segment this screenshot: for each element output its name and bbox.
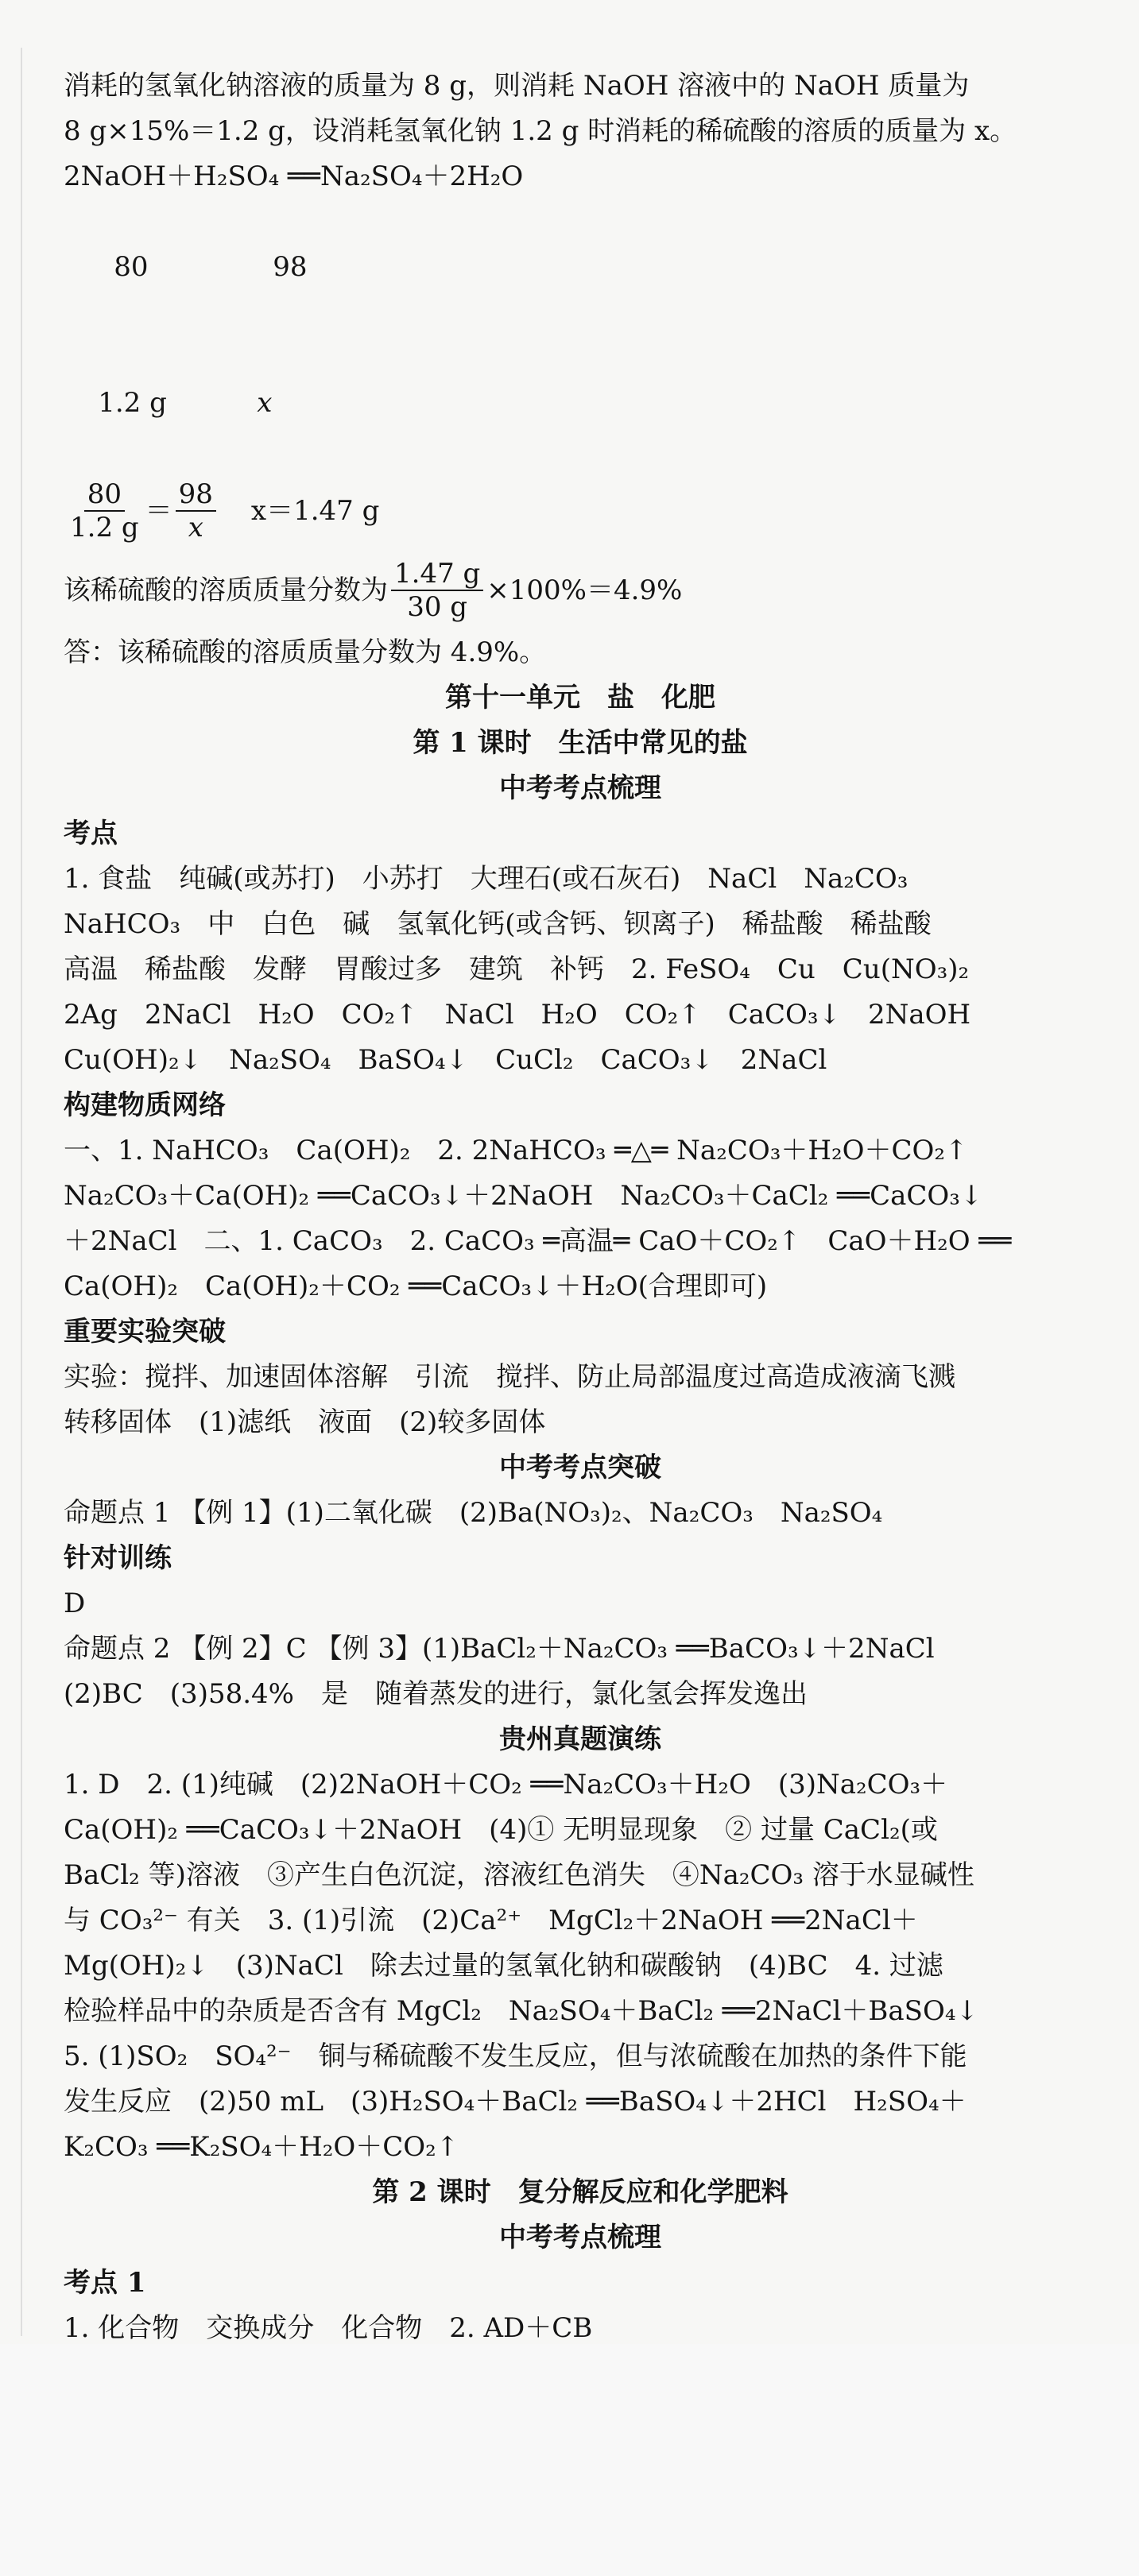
text-line: 1. 化合物 交换成分 化合物 2. AD＋CB (64, 2312, 593, 2344)
percentage-prefix: 该稀硫酸的溶质质量分数为 (64, 574, 388, 606)
text-line: 命题点 1 【例 1】(1)二氧化碳 (2)Ba(NO₃)₂、Na₂CO₃ Na₂SO₄ (64, 1497, 883, 1529)
percentage-suffix: ×100%＝4.9% (486, 574, 683, 606)
mass-value: 98 (273, 251, 308, 283)
text-line: Cu(OH)₂↓ Na₂SO₄ BaSO₄↓ CuCl₂ CaCO₃↓ 2NaCl (64, 1044, 827, 1076)
section-title: 中考考点突破 (499, 1452, 661, 1483)
numerator: 80 (84, 478, 125, 512)
text-line: Ca(OH)₂ Ca(OH)₂＋CO₂ ══CaCO₃↓＋H₂O(合理即可) (64, 1271, 768, 1302)
fraction (67, 478, 142, 543)
text-line: 命题点 2 【例 2】C 【例 3】(1)BaCl₂＋Na₂CO₃ ══BaCO₃↓＋2NaCl (64, 1633, 935, 1665)
fraction (176, 478, 216, 543)
answer-line: 答：该稀硫酸的溶质质量分数为 4.9%。 (64, 636, 547, 668)
text-line: ＋2NaCl 二、1. CaCO₃ 2. CaCO₃ ═高温═ CaO＋CO₂↑ CaO＋H₂O ══ (64, 1225, 1012, 1257)
text-line: 2Ag 2NaCl H₂O CO₂↑ NaCl H₂O CO₂↑ CaCO₃↓ 2NaOH (64, 999, 971, 1031)
mass-row (64, 199, 1097, 335)
section-title: 中考考点梳理 (499, 772, 661, 804)
text-line: 检验样品中的杂质是否含有 MgCl₂ Na₂SO₄＋BaCl₂ ══2NaCl＋BaSO₄↓ (64, 1995, 978, 2027)
text-line: 消耗的氢氧化钠溶液的质量为 8 g，则消耗 NaOH 溶液中的 NaOH 质量为 (64, 70, 970, 102)
text-line: 5. (1)SO₂ SO₄²⁻ 铜与稀硫酸不发生反应，但与浓硫酸在加热的条件下能 (64, 2040, 967, 2072)
page-margin-line (21, 48, 22, 2336)
text-line: Na₂CO₃＋Ca(OH)₂ ══CaCO₃↓＋2NaOH Na₂CO₃＋CaCl₂ ══CaCO₃↓ (64, 1180, 983, 1212)
subsection-title: 考点 (64, 818, 118, 849)
denominator: 1.2 g (70, 512, 139, 543)
blank-area (0, 2344, 1139, 2576)
text-line: 8 g×15%＝1.2 g，设消耗氢氧化钠 1.2 g 时消耗的稀硫酸的溶质的质量为 x。 (64, 115, 1017, 147)
ratio-line (64, 471, 1097, 551)
text-line: K₂CO₃ ══K₂SO₄＋H₂O＋CO₂↑ (64, 2131, 459, 2163)
text-line: 转移固体 (1)滤纸 液面 (2)较多固体 (64, 1406, 546, 1438)
text-line: 1. D 2. (1)纯碱 (2)2NaOH＋CO₂ ══Na₂CO₃＋H₂O (3)Na₂CO₃＋ (64, 1769, 948, 1800)
mass-value: 1.2 g (98, 387, 167, 419)
numerator: 98 (176, 478, 216, 512)
subsection-title: 针对训练 (64, 1542, 172, 1574)
mass-row (64, 335, 1097, 471)
text-line: Ca(OH)₂ ══CaCO₃↓＋2NaOH (4)① 无明显现象 ② 过量 CaCl₂(或 (64, 1814, 938, 1846)
answer-page (64, 64, 1097, 2487)
section-title: 贵州真题演练 (499, 1723, 661, 1755)
lesson-title: 第 2 课时 复分解反应和化学肥料 (372, 2176, 788, 2208)
text-line: 一、1. NaHCO₃ Ca(OH)₂ 2. 2NaHCO₃ ═△═ Na₂CO₃＋H₂O＋CO₂↑ (64, 1135, 968, 1166)
text-line: 发生反应 (2)50 mL (3)H₂SO₄＋BaCl₂ ══BaSO₄↓＋2HCl H₂SO₄＋ (64, 2086, 967, 2118)
text-line: 实验：搅拌、加速固体溶解 引流 搅拌、防止局部温度过高造成液滴飞溅 (64, 1361, 955, 1393)
numerator: 1.47 g (391, 558, 483, 591)
text-line: NaHCO₃ 中 白色 碱 氢氧化钙(或含钙、钡离子) 稀盐酸 稀盐酸 (64, 908, 932, 940)
text-line: Mg(OH)₂↓ (3)NaCl 除去过量的氢氧化钠和碳酸钠 (4)BC 4. 过滤 (64, 1950, 943, 1982)
subsection-title: 重要实验突破 (64, 1316, 226, 1348)
percentage-line (64, 551, 1097, 630)
text-line: 1. 食盐 纯碱(或苏打) 小苏打 大理石(或石灰石) NaCl Na₂CO₃ (64, 863, 908, 895)
text-line: BaCl₂ 等)溶液 ③产生白色沉淀，溶液红色消失 ④Na₂CO₃ 溶于水显碱性 (64, 1859, 974, 1891)
equals-sign: ＝ (145, 494, 172, 527)
subsection-title: 考点 1 (64, 2267, 146, 2299)
text-line: 与 CO₃²⁻ 有关 3. (1)引流 (2)Ca²⁺ MgCl₂＋2NaOH ══2NaCl＋ (64, 1905, 918, 1936)
mass-value: 80 (114, 251, 149, 283)
equation-line: 2NaOH＋H₂SO₄ ══Na₂SO₄＋2H₂O (64, 161, 524, 192)
mass-value: x (257, 387, 273, 419)
text-line: (2)BC (3)58.4% 是 随着蒸发的进行，氯化氢会挥发逸出 (64, 1678, 808, 1710)
ratio-result: x＝1.47 g (250, 494, 380, 527)
text-line: D (64, 1588, 86, 1619)
unit-title: 第十一单元 盐 化肥 (445, 682, 715, 714)
text-line: 高温 稀盐酸 发酵 胃酸过多 建筑 补钙 2. FeSO₄ Cu Cu(NO₃)₂ (64, 953, 970, 985)
denominator: 30 g (407, 591, 468, 623)
fraction (391, 558, 483, 623)
lesson-title: 第 1 课时 生活中常见的盐 (413, 727, 748, 759)
subsection-title: 构建物质网络 (64, 1089, 226, 1121)
denominator: x (188, 512, 203, 543)
section-title: 中考考点梳理 (499, 2222, 661, 2253)
